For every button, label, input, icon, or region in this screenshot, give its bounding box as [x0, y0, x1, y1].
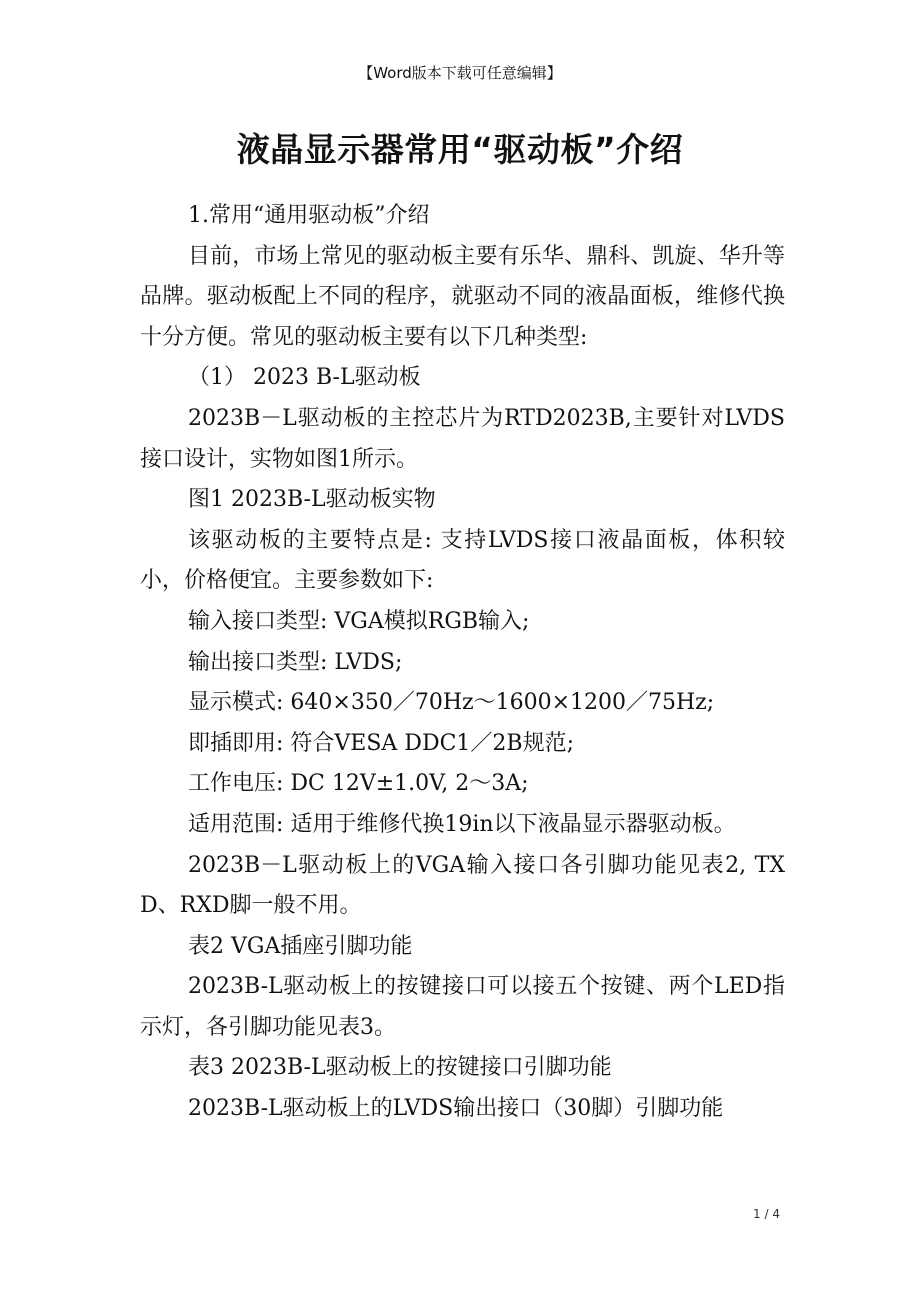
table-caption-3: 表3 2023B-L驱动板上的按键接口引脚功能: [188, 1055, 612, 1081]
param-voltage: 工作电压: DC 12V±1.0V, 2～3A;: [188, 771, 529, 797]
paragraph-intro: 目前，市场上常见的驱动板主要有乐华、鼎科、凯旋、华升等品牌。驱动板配上不同的程序，就驱动不同的液晶面板，维修代换十分方便。常见的驱动板主要有以下几种类型:: [140, 243, 785, 350]
paragraph-features: 该驱动板的主要特点是: 支持LVDS接口液晶面板，体积较小，价格便宜。主要参数如下:: [140, 527, 785, 594]
param-output-type: 输出接口类型: LVDS;: [188, 649, 403, 675]
paragraph-lvds-output: 2023B-L驱动板上的LVDS输出接口（30脚）引脚功能: [188, 1096, 724, 1122]
table-caption-2: 表2 VGA插座引脚功能: [188, 933, 413, 959]
header-note: 【Word版本下载可任意编辑】: [358, 64, 562, 82]
document-title: 液晶显示器常用“驱动板”介绍: [236, 130, 684, 169]
document-body: [140, 196, 785, 1130]
param-plug-and-play: 即插即用: 符合VESA DDC1／2B规范;: [188, 730, 574, 756]
param-input-type: 输入接口类型: VGA模拟RGB输入;: [188, 608, 530, 634]
page-number: 1 / 4: [753, 1207, 780, 1221]
paragraph-vga-pins: 2023B－L驱动板上的VGA输入接口各引脚功能见表2, TXD、RXD脚一般不用。: [140, 852, 785, 919]
paragraph-type-heading: （1） 2023 B-L驱动板: [188, 365, 421, 391]
param-display-mode: 显示模式: 640×350／70Hz～1600×1200／75Hz;: [188, 690, 715, 716]
figure-caption: 图1 2023B-L驱动板实物: [188, 487, 436, 513]
paragraph-key-interface: 2023B-L驱动板上的按键接口可以接五个按键、两个LED指示灯，各引脚功能见表3。: [140, 974, 785, 1040]
paragraph-chip-description: 2023B－L驱动板的主控芯片为RTD2023B,主要针对LVDS接口设计，实物如图1所示。: [140, 405, 785, 472]
param-scope: 适用范围: 适用于维修代换19in以下液晶显示器驱动板。: [188, 811, 736, 837]
paragraph-section-heading: 1.常用“通用驱动板”介绍: [188, 203, 430, 228]
